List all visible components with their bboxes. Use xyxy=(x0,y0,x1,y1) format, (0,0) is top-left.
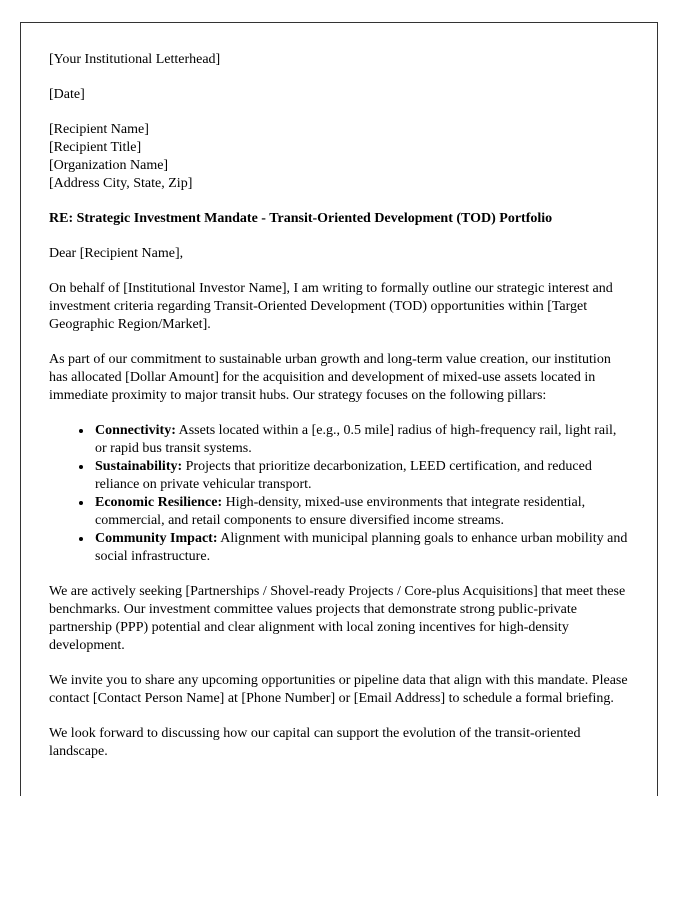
bullet-label-economic-resilience: Economic Resilience: xyxy=(95,495,223,510)
paragraph-intro: On behalf of [Institutional Investor Name], I am writing to formally outline our strategic interest and investment criteria regarding Transit-Oriented Development (TOD) opportunities within [Target Geographic Region/Market]. xyxy=(49,281,613,332)
bullet-label-community-impact: Community Impact: xyxy=(95,531,218,546)
recipient-name: [Recipient Name] xyxy=(49,122,149,137)
paragraph-closing: We look forward to discussing how our capital can support the evolution of the transit-oriented landscape. xyxy=(49,726,581,759)
paragraph-seeking: We are actively seeking [Partnerships / Shovel-ready Projects / Core-plus Acquisitions] that meet these benchmarks. Our investment committee values projects that demonstrate strong public-private partnership (PPP) potential and clear alignment with local zoning incentives for high-density development. xyxy=(49,584,626,653)
bullet-label-sustainability: Sustainability: xyxy=(95,459,183,474)
list-item xyxy=(93,422,629,458)
recipient-organization: [Organization Name] xyxy=(49,158,169,173)
salutation: Dear [Recipient Name], xyxy=(49,246,184,261)
pillars-list xyxy=(49,422,629,566)
bullet-text-sustainability: Projects that prioritize decarbonization, LEED certification, and reduced reliance on private vehicular transport. xyxy=(95,459,592,492)
recipient-address: [Address City, State, Zip] xyxy=(49,176,193,191)
recipient-block xyxy=(49,121,629,193)
bullet-text-community-impact: Alignment with municipal planning goals to enhance urban mobility and social infrastructure. xyxy=(95,531,628,564)
date-placeholder: [Date] xyxy=(49,87,85,102)
bullet-text-connectivity: Assets located within a [e.g., 0.5 mile] radius of high-frequency rail, light rail, or rapid bus transit systems. xyxy=(95,423,617,456)
paragraph-invite: We invite you to share any upcoming opportunities or pipeline data that align with this mandate. Please contact [Contact Person Name] at [Phone Number] or [Email Address] to schedule a formal briefing. xyxy=(49,673,628,706)
bullet-text-economic-resilience: High-density, mixed-use environments that integrate residential, commercial, and retail components to ensure diversified income streams. xyxy=(95,495,586,528)
list-item xyxy=(93,494,629,530)
list-item xyxy=(93,458,629,494)
subject-line: RE: Strategic Investment Mandate - Transit-Oriented Development (TOD) Portfolio xyxy=(49,211,553,226)
letter-page xyxy=(20,22,658,796)
recipient-title: [Recipient Title] xyxy=(49,140,142,155)
bullet-label-connectivity: Connectivity: xyxy=(95,423,176,438)
paragraph-strategy: As part of our commitment to sustainable urban growth and long-term value creation, our institution has allocated [Dollar Amount] for the acquisition and development of mixed-use assets located in immediate proximity to major transit hubs. Our strategy focuses on the following pillars: xyxy=(49,352,611,403)
letterhead-placeholder: [Your Institutional Letterhead] xyxy=(49,52,221,67)
list-item xyxy=(93,530,629,566)
